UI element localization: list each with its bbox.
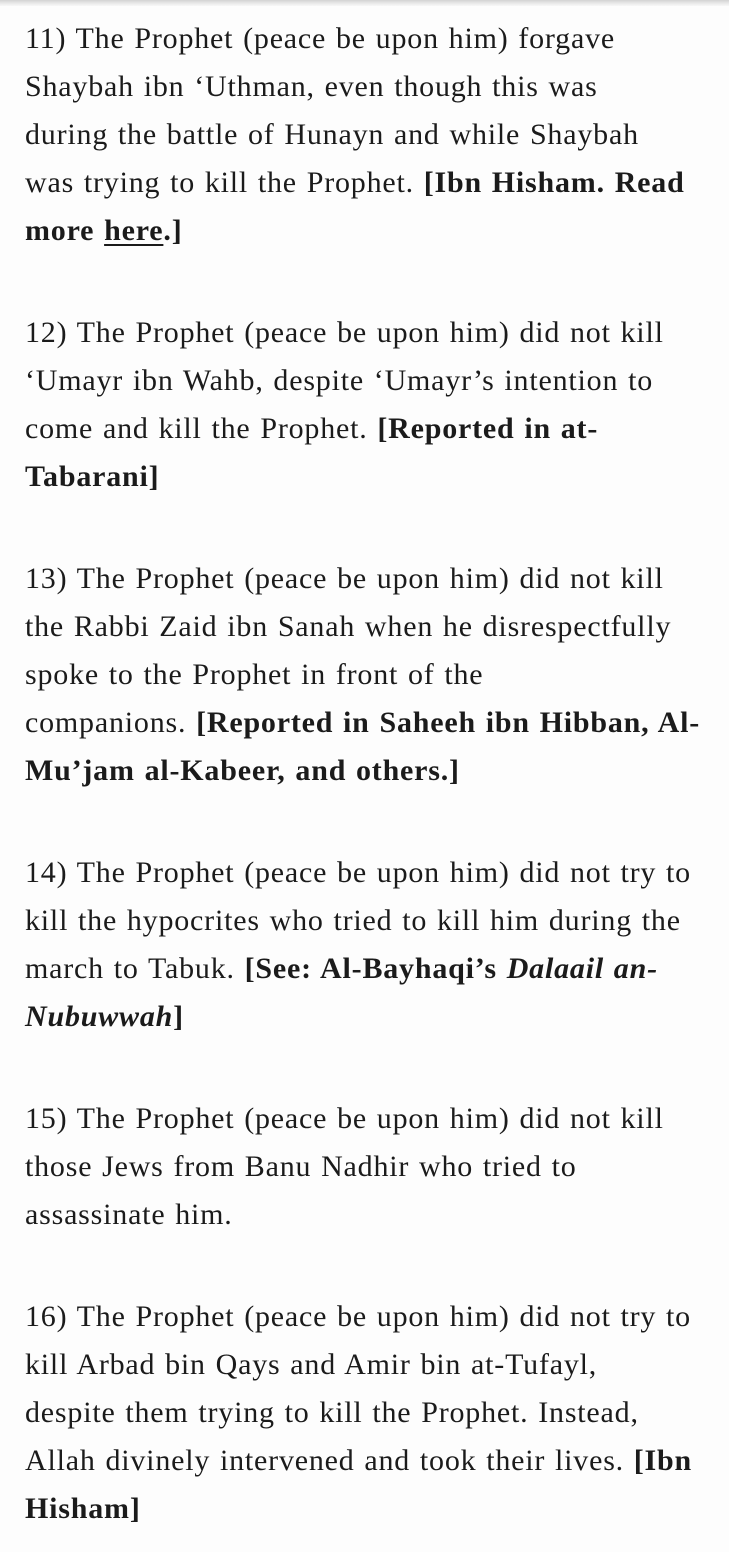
text-line bbox=[25, 357, 715, 405]
text-line bbox=[25, 1389, 715, 1437]
paragraph-16 bbox=[25, 1293, 715, 1533]
text-line bbox=[25, 897, 715, 945]
text-line bbox=[25, 603, 715, 651]
text-segment: Dalaail an- bbox=[506, 952, 658, 985]
text-line bbox=[25, 1437, 715, 1485]
text-segment: the Rabbi Zaid ibn Sanah when he disrespectfully bbox=[25, 610, 672, 643]
text-segment: more bbox=[25, 214, 105, 247]
text-segment: Nubuwwah bbox=[25, 1000, 174, 1033]
text-segment: was trying to kill the Prophet. bbox=[25, 166, 424, 199]
text-segment: kill Arbad bin Qays and Amir bin at-Tufayl, bbox=[25, 1348, 598, 1381]
text-line bbox=[25, 159, 715, 207]
text-segment: spoke to the Prophet in front of the bbox=[25, 658, 484, 691]
text-segment: kill the hypocrites who tried to kill him during the bbox=[25, 904, 681, 937]
text-line bbox=[25, 849, 715, 897]
text-segment: [Reported in Saheeh ibn Hibban, Al- bbox=[196, 706, 701, 739]
text-segment: [See: Al-Bayhaqi’s bbox=[244, 952, 507, 985]
text-line bbox=[25, 747, 715, 795]
text-line bbox=[25, 1341, 715, 1389]
text-line bbox=[25, 309, 715, 357]
text-segment: companions. bbox=[25, 706, 197, 739]
text-segment: those Jews from Banu Nadhir who tried to bbox=[25, 1150, 577, 1183]
text-segment: [Ibn Hisham. Read bbox=[423, 166, 685, 199]
text-line bbox=[25, 111, 715, 159]
text-segment: [Reported in at- bbox=[377, 412, 599, 445]
text-segment: Hisham] bbox=[25, 1492, 141, 1525]
text-line bbox=[25, 945, 715, 993]
paragraph-15 bbox=[25, 1095, 715, 1239]
text-line bbox=[25, 555, 715, 603]
document-page bbox=[0, 6, 729, 1543]
text-line bbox=[25, 405, 715, 453]
text-line bbox=[25, 207, 715, 255]
text-segment: ‘Umayr ibn Wahb, despite ‘Umayr’s intention to bbox=[25, 364, 654, 397]
text-segment: march to Tabuk. bbox=[25, 952, 245, 985]
text-segment: Mu’jam al-Kabeer, and others.] bbox=[25, 754, 460, 787]
text-segment: 12) The Prophet (peace be upon him) did not kill bbox=[25, 316, 664, 349]
text-line bbox=[25, 1143, 715, 1191]
text-line bbox=[25, 1293, 715, 1341]
text-line bbox=[25, 453, 715, 501]
text-segment: assassinate him. bbox=[25, 1198, 233, 1231]
text-segment: ] bbox=[173, 1000, 184, 1033]
text-segment: despite them trying to kill the Prophet. Instead, bbox=[25, 1396, 639, 1429]
text-segment: 13) The Prophet (peace be upon him) did not kill bbox=[25, 562, 664, 595]
text-segment: 14) The Prophet (peace be upon him) did not try to bbox=[25, 856, 691, 889]
paragraph-12 bbox=[25, 309, 715, 501]
text-line bbox=[25, 63, 715, 111]
text-line bbox=[25, 1095, 715, 1143]
text-segment: Tabarani] bbox=[25, 460, 160, 493]
text-segment: Allah divinely intervened and took their lives. bbox=[25, 1444, 634, 1477]
text-line bbox=[25, 699, 715, 747]
read-more-link[interactable]: here bbox=[104, 214, 164, 247]
text-line bbox=[25, 1191, 715, 1239]
text-segment: [Ibn bbox=[633, 1444, 692, 1477]
text-line bbox=[25, 1485, 715, 1533]
paragraph-11 bbox=[25, 15, 715, 255]
text-segment: 16) The Prophet (peace be upon him) did not try to bbox=[25, 1300, 691, 1333]
text-segment: come and kill the Prophet. bbox=[25, 412, 378, 445]
text-segment: Shaybah ibn ‘Uthman, even though this was bbox=[25, 70, 598, 103]
text-segment: .] bbox=[163, 214, 183, 247]
text-segment: during the battle of Hunayn and while Shaybah bbox=[25, 118, 639, 151]
text-line bbox=[25, 993, 715, 1041]
text-column bbox=[25, 15, 715, 1533]
text-segment: 15) The Prophet (peace be upon him) did not kill bbox=[25, 1102, 664, 1135]
text-line bbox=[25, 15, 715, 63]
paragraph-14 bbox=[25, 849, 715, 1041]
text-line bbox=[25, 651, 715, 699]
paragraph-13 bbox=[25, 555, 715, 795]
text-segment: 11) The Prophet (peace be upon him) forgave bbox=[25, 22, 615, 55]
